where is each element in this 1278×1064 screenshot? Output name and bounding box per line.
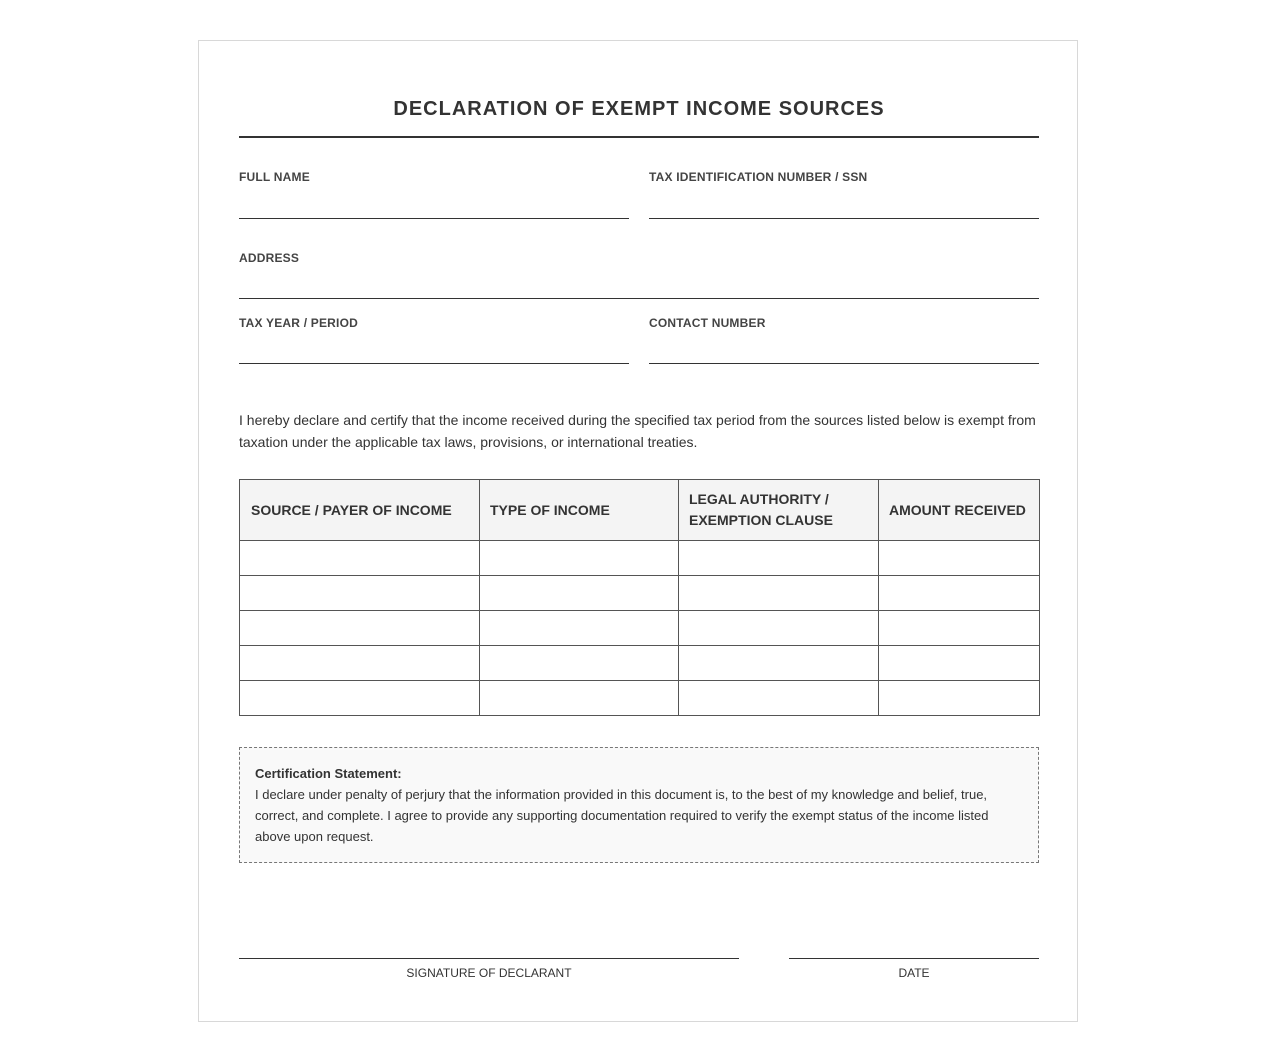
certification-heading: Certification Statement: [255,766,402,781]
form-page [198,40,1078,1022]
full-name-line[interactable] [239,218,629,219]
tax-year-label: TAX YEAR / PERIOD [239,316,358,330]
header-source: SOURCE / PAYER OF INCOME [240,480,480,541]
tax-year-line[interactable] [239,363,629,364]
table-row [240,576,1040,611]
table-cell[interactable] [240,541,480,576]
table-cell[interactable] [679,646,879,681]
table-row [240,541,1040,576]
table-cell[interactable] [679,541,879,576]
table-cell[interactable] [480,646,679,681]
contact-field[interactable] [649,316,1039,364]
contact-line[interactable] [649,363,1039,364]
signature-line[interactable] [239,958,739,959]
table-cell[interactable] [879,611,1040,646]
tax-id-line[interactable] [649,218,1039,219]
table-row [240,646,1040,681]
table-cell[interactable] [480,681,679,716]
table-cell[interactable] [240,646,480,681]
table-row [240,611,1040,646]
table-cell[interactable] [679,681,879,716]
table-cell[interactable] [480,611,679,646]
table-body [240,541,1040,716]
title-divider [239,136,1039,138]
header-amount: AMOUNT RECEIVED [879,480,1040,541]
table-cell[interactable] [480,541,679,576]
certification-text: I declare under penalty of perjury that the information provided in this document is, to the best of my knowledge and belief, true, correct, and complete. I agree to provide any supporting documentation required to verify the exempt status of the income listed above upon request. [255,787,989,844]
header-type: TYPE OF INCOME [480,480,679,541]
signature-label: SIGNATURE OF DECLARANT [406,966,572,980]
date-label: DATE [898,966,930,980]
table-row [240,681,1040,716]
table-cell[interactable] [879,541,1040,576]
full-name-field[interactable] [239,170,629,219]
table-cell[interactable] [879,576,1040,611]
address-field[interactable] [239,251,1039,299]
header-legal-authority: LEGAL AUTHORITY / EXEMPTION CLAUSE [679,480,879,541]
income-table [239,479,1040,716]
table-cell[interactable] [879,681,1040,716]
address-label: ADDRESS [239,251,300,265]
full-name-label: FULL NAME [239,170,310,184]
table-cell[interactable] [679,576,879,611]
signature-block[interactable] [239,958,739,980]
table-cell[interactable] [879,646,1040,681]
table-cell[interactable] [480,576,679,611]
table-cell[interactable] [240,611,480,646]
table-cell[interactable] [679,611,879,646]
table-header-row [240,480,1040,541]
tax-id-label: TAX IDENTIFICATION NUMBER / SSN [649,170,868,184]
certification-box [239,747,1039,863]
date-line[interactable] [789,958,1039,959]
date-block[interactable] [789,958,1039,980]
contact-label: CONTACT NUMBER [649,316,766,330]
tax-year-field[interactable] [239,316,629,364]
declaration-text: I hereby declare and certify that the income received during the specified tax period from the sources listed below is exempt from taxation under the applicable tax laws, provisions, or international treaties. [239,412,1036,450]
address-line[interactable] [239,298,1039,299]
table-cell[interactable] [240,681,480,716]
table-cell[interactable] [240,576,480,611]
form-title: DECLARATION OF EXEMPT INCOME SOURCES [393,98,885,120]
tax-id-field[interactable] [649,170,1039,219]
